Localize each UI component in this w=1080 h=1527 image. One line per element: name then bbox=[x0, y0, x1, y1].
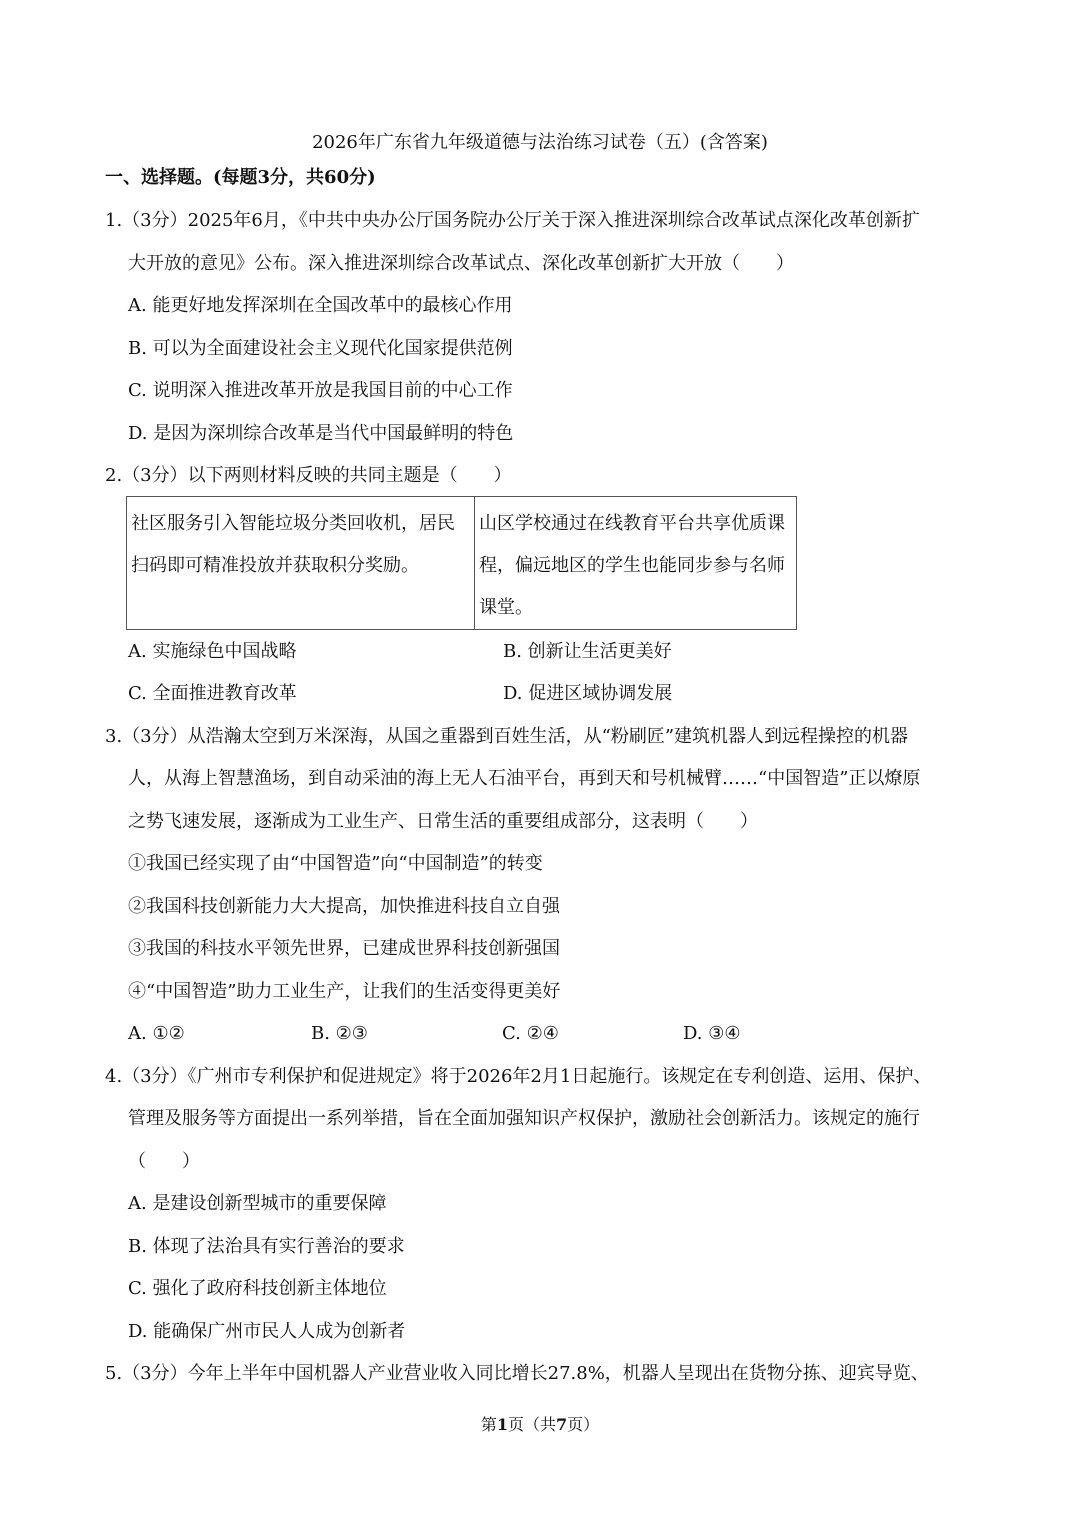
question-2-option-b: B. 创新让生活更美好 bbox=[503, 641, 672, 662]
question-1-option-d: D. 是因为深圳综合改革是当代中国最鲜明的特色 bbox=[128, 423, 514, 444]
question-3-option-b: B. ②③ bbox=[311, 1023, 368, 1044]
question-2-option-c: C. 全面推进教育改革 bbox=[128, 683, 297, 704]
question-3-option-d: D. ③④ bbox=[683, 1023, 741, 1044]
material-right-cell: 山区学校通过在线教育平台共享优质课程，偏远地区的学生也能同步参与名师课堂。 bbox=[475, 497, 797, 630]
question-1-option-a: A. 能更好地发挥深圳在全国改革中的最核心作用 bbox=[128, 295, 513, 316]
footer-total-pages: 7 bbox=[556, 1415, 568, 1434]
question-4-stem-cont-2: （ ） bbox=[128, 1151, 200, 1172]
question-3-option-a: A. ①② bbox=[128, 1023, 185, 1044]
question-3-stem: 3.（3分）从浩瀚太空到万米深海，从国之重器到百姓生活，从“粉刷匠”建筑机器人到远程操控的机器 bbox=[105, 726, 909, 747]
page-footer bbox=[0, 1413, 1080, 1437]
question-2-option-a: A. 实施绿色中国战略 bbox=[128, 641, 297, 662]
question-4-option-a: A. 是建设创新型城市的重要保障 bbox=[128, 1193, 387, 1214]
footer-middle: 页（共 bbox=[507, 1415, 556, 1434]
question-5-stem: 5.（3分）今年上半年中国机器人产业营业收入同比增长27.8%，机器人呈现出在货物分拣、迎宾导览、 bbox=[105, 1363, 929, 1384]
question-3-statement-3: ③我国的科技水平领先世界，已建成世界科技创新强国 bbox=[128, 938, 560, 959]
question-4-option-c: C. 强化了政府科技创新主体地位 bbox=[128, 1278, 387, 1299]
material-left-cell: 社区服务引入智能垃圾分类回收机，居民扫码即可精准投放并获取积分奖励。 bbox=[127, 497, 475, 630]
question-3-statement-4: ④“中国智造”助力工业生产，让我们的生活变得更美好 bbox=[128, 981, 561, 1002]
page-title: 2026年广东省九年级道德与法治练习试卷（五）(含答案) bbox=[312, 132, 768, 153]
question-2-stem: 2.（3分）以下两则材料反映的共同主题是（ ） bbox=[105, 465, 512, 486]
footer-page-number: 1 bbox=[496, 1415, 508, 1434]
question-2-option-d: D. 促进区域协调发展 bbox=[503, 683, 673, 704]
question-4-stem: 4.（3分）《广州市专利保护和促进规定》将于2026年2月1日起施行。该规定在专利创造、运用、保护、 bbox=[105, 1066, 932, 1087]
question-3-stem-cont-2: 之势飞速发展，逐渐成为工业生产、日常生活的重要组成部分，这表明（ ） bbox=[128, 811, 758, 832]
question-1-stem: 1.（3分）2025年6月，《中共中央办公厅国务院办公厅关于深入推进深圳综合改革试点深化改革创新扩 bbox=[105, 210, 920, 231]
question-2-material-table bbox=[126, 496, 797, 630]
section-heading: 一、选择题。(每题3分，共60分) bbox=[105, 167, 376, 188]
footer-prefix: 第 bbox=[480, 1415, 497, 1434]
question-4-stem-cont: 管理及服务等方面提出一系列举措，旨在全面加强知识产权保护，激励社会创新活力。该规定的施行 bbox=[128, 1108, 920, 1129]
question-1-option-b: B. 可以为全面建设社会主义现代化国家提供范例 bbox=[128, 338, 513, 359]
footer-suffix: 页） bbox=[567, 1415, 600, 1434]
question-3-statement-2: ②我国科技创新能力大大提高，加快推进科技自立自强 bbox=[128, 896, 560, 917]
question-3-option-c: C. ②④ bbox=[502, 1023, 559, 1044]
question-3-statement-1: ①我国已经实现了由“中国智造”向“中国制造”的转变 bbox=[128, 853, 543, 874]
question-3-stem-cont: 人，从海上智慧渔场，到自动采油的海上无人石油平台，再到天和号机械臂……“中国智造”正以燎原 bbox=[128, 768, 921, 789]
question-1-option-c: C. 说明深入推进改革开放是我国目前的中心工作 bbox=[128, 380, 513, 401]
question-4-option-b: B. 体现了法治具有实行善治的要求 bbox=[128, 1236, 405, 1257]
question-1-stem-cont: 大开放的意见》公布。深入推进深圳综合改革试点、深化改革创新扩大开放（ ） bbox=[128, 253, 794, 274]
question-4-option-d: D. 能确保广州市民人人成为创新者 bbox=[128, 1321, 406, 1342]
